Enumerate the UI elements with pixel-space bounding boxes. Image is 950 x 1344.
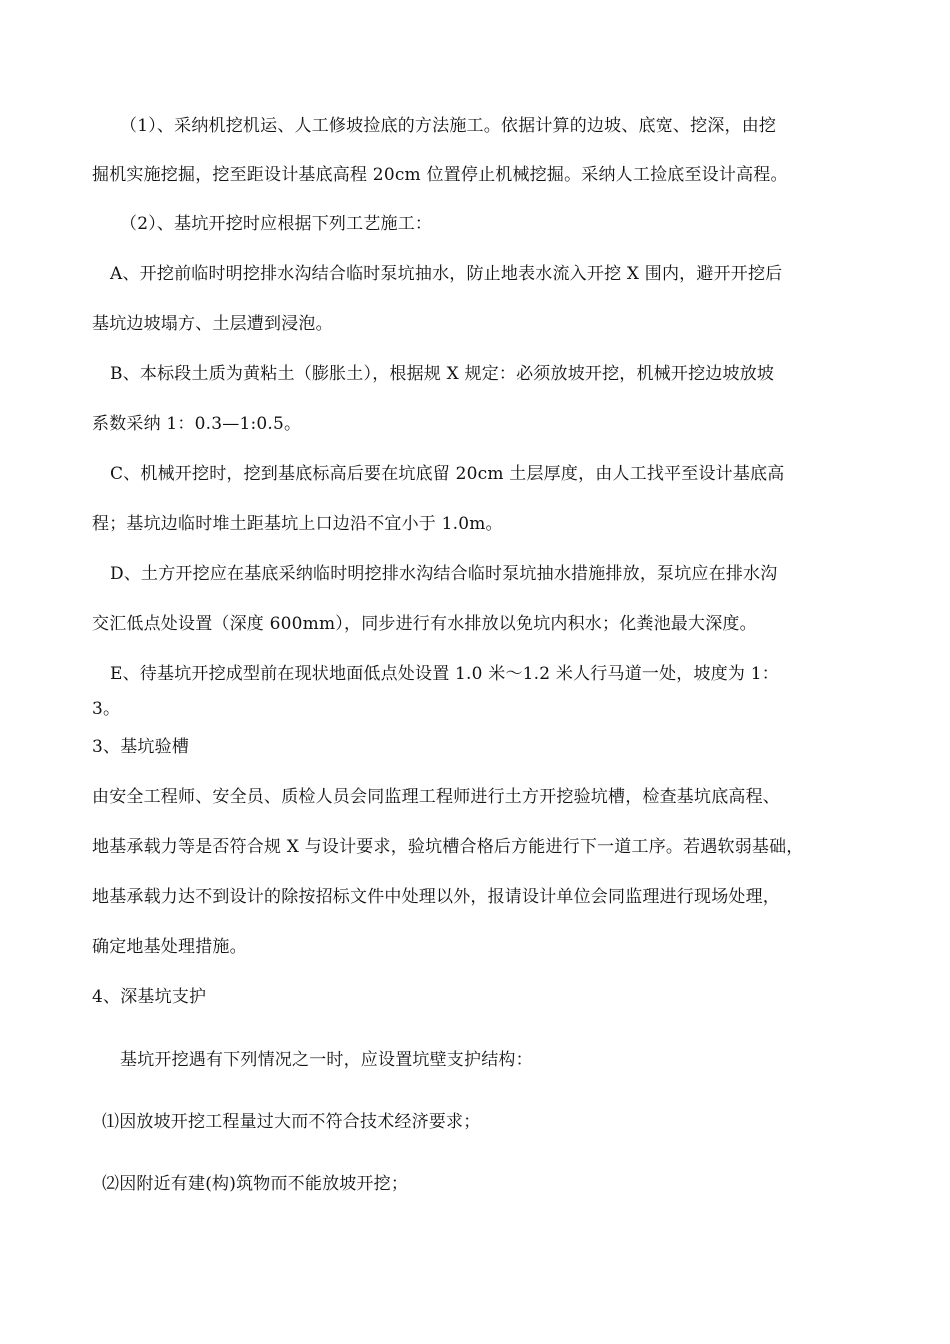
paragraph-line: 地基承载力等是否符合规 X 与设计要求，验坑槽合格后方能进行下一道工序。若遇软弱基础， [92,837,804,857]
paragraph-line: A、开挖前临时明挖排水沟结合临时泵坑抽水，防止地表水流入开挖 X 围内，避开开挖后 [110,264,783,284]
list-item: ⑵因附近有建(构)筑物而不能放坡开挖； [102,1174,409,1194]
paragraph-line: （2）、基坑开挖时应根据下列工艺施工： [120,214,433,234]
paragraph-line: （1）、采纳机挖机运、人工修坡捡底的方法施工。依据计算的边坡、底宽、挖深，由挖 [120,116,777,136]
paragraph-line: 地基承载力达不到设计的除按招标文件中处理以外，报请设计单位会同监理进行现场处理， [92,887,780,907]
list-item: ⑴因放坡开挖工程量过大而不符合技术经济要求； [102,1112,481,1132]
paragraph-line: 交汇低点处设置（深度 600mm），同步进行有水排放以免坑内积水；化粪池最大深度。 [92,614,757,634]
paragraph-line: 基坑边坡塌方、土层遭到浸泡。 [92,314,333,334]
section-heading: 3、基坑验槽 [92,737,190,757]
paragraph-line: E、待基坑开挖成型前在现状地面低点处设置 1.0 米～1.2 米人行马道一处，坡度为 1： [110,664,779,684]
paragraph-line: 确定地基处理措施。 [92,937,247,957]
paragraph-line: 系数采纳 1：0.3—1:0.5。 [92,414,302,434]
paragraph-line: 由安全工程师、安全员、质检人员会同监理工程师进行土方开挖验坑槽，检查基坑底高程、 [92,787,780,807]
paragraph-line: 掘机实施挖掘，挖至距设计基底高程 20cm 位置停止机械挖掘。采纳人工捡底至设计高程。 [92,165,788,185]
paragraph-line: D、土方开挖应在基底采纳临时明挖排水沟结合临时泵坑抽水措施排放，泵坑应在排水沟 [110,564,778,584]
paragraph-line: C、机械开挖时，挖到基底标高后要在坑底留 20cm 土层厚度，由人工找平至设计基底高 [110,464,785,484]
paragraph-line: 程；基坑边临时堆土距基坑上口边沿不宜小于 1.0m。 [92,514,503,534]
paragraph-line: 3。 [92,699,121,719]
paragraph-line: B、本标段土质为黄粘土（膨胀土），根据规 X 规定：必须放坡开挖，机械开挖边坡放坡 [110,364,775,384]
paragraph-line: 基坑开挖遇有下列情况之一时，应设置坑壁支护结构： [120,1050,533,1070]
section-heading: 4、深基坑支护 [92,987,207,1007]
